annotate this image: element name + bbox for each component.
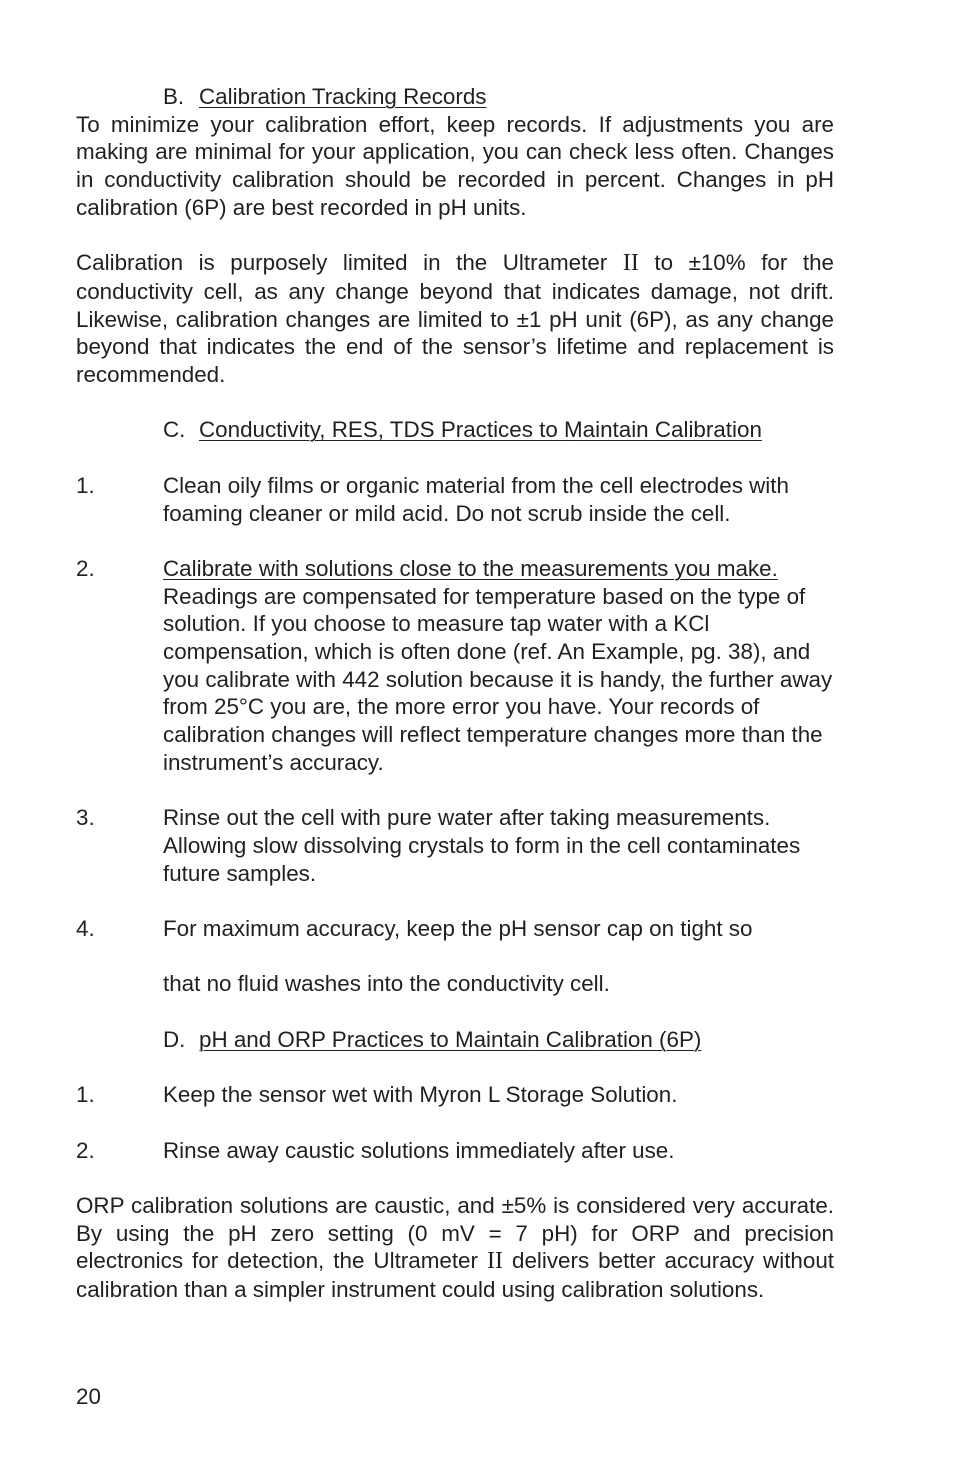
section-b-paragraph-2-part-a: Calibration is purposely limited in the Ultrameter [76, 250, 608, 276]
section-d-heading [76, 1026, 834, 1054]
item-number: 1. [76, 472, 95, 498]
section-b-letter: B. [163, 84, 185, 109]
item-number: 1. [76, 1082, 95, 1108]
roman-numeral-ii: II [622, 250, 639, 277]
section-d-paragraph-part-a: ORP calibration solutions are caustic, and ±5% is considered very accurate. By using the pH zero setting (0 mV = 7 pH) for ORP and precision electronics for detection, the Ultrameter [76, 1192, 834, 1274]
section-c-item-4 [76, 915, 834, 998]
section-b-heading [76, 83, 834, 111]
item-number: 4. [76, 916, 95, 941]
item-text: Rinse away caustic solutions immediately after use. [163, 1137, 675, 1163]
section-c-item-1 [76, 472, 834, 527]
page-number: 20 [76, 1384, 101, 1409]
section-c-title: Conductivity, RES, TDS Practices to Maintain Calibration [199, 417, 762, 443]
section-d-item-2 [76, 1137, 834, 1165]
roman-numeral-ii: II [486, 1248, 503, 1275]
section-c-item-2 [76, 555, 834, 777]
item-text-continued: that no fluid washes into the conductivity cell. [163, 971, 610, 997]
section-d-title: pH and ORP Practices to Maintain Calibration (6P) [199, 1026, 702, 1052]
item-text: Keep the sensor wet with Myron L Storage Solution. [163, 1082, 678, 1108]
section-b-paragraph-1: To minimize your calibration effort, keep records. If adjustments you are making are minimal for your application, you can check less often. Changes in conductivity calibration should be recorded in percent. Changes in pH calibration (6P) are best recorded in pH units. [76, 111, 834, 220]
section-d-paragraph-part-b: delivers better accuracy without calibration than a simpler instrument could using calibration solutions. [76, 1248, 834, 1303]
section-c-item-3 [76, 804, 834, 887]
item-body [163, 555, 834, 777]
section-c-letter: C. [163, 417, 186, 443]
item-number: 2. [76, 555, 95, 581]
section-d-item-1 [76, 1081, 834, 1109]
section-c-heading [76, 416, 834, 444]
item-lead: Calibrate with solutions close to the measurements you make. [163, 555, 778, 581]
item-text: Rinse out the cell with pure water after taking measurements. Allowing slow dissolving crystals to form in the cell contaminates future samples. [163, 805, 801, 886]
section-b-paragraph-2-part-b: to ±10% for the conductivity cell, as any change beyond that indicates damage, not drift. Likewise, calibration changes are limited to ±1 pH unit (6P), as any change beyond that indicates the end of the sensor’s lifetime and replacement is recommended. [76, 250, 834, 388]
item-number: 2. [76, 1137, 95, 1163]
item-number: 3. [76, 805, 95, 831]
item-text: Readings are compensated for temperature based on the type of solution. If you choose to measure tap water with a KCl compensation, which is often done (ref. An Example, pg. 38), and you calibrate with 442 solution because it is handy, the further away from 25°C you are, the more error you have. Your records of calibration changes will reflect temperature changes more than the instrument’s accuracy. [163, 583, 833, 775]
item-body [163, 915, 834, 998]
document-page [76, 83, 834, 1304]
section-d-letter: D. [163, 1026, 186, 1052]
section-d-paragraph [76, 1192, 834, 1304]
item-text: Clean oily films or organic material from the cell electrodes with foaming cleaner or mild acid. Do not scrub inside the cell. [163, 472, 789, 526]
section-b-title: Calibration Tracking Records [199, 84, 487, 109]
section-b-paragraph-2 [76, 249, 834, 389]
item-text: For maximum accuracy, keep the pH sensor cap on tight so [163, 916, 753, 941]
